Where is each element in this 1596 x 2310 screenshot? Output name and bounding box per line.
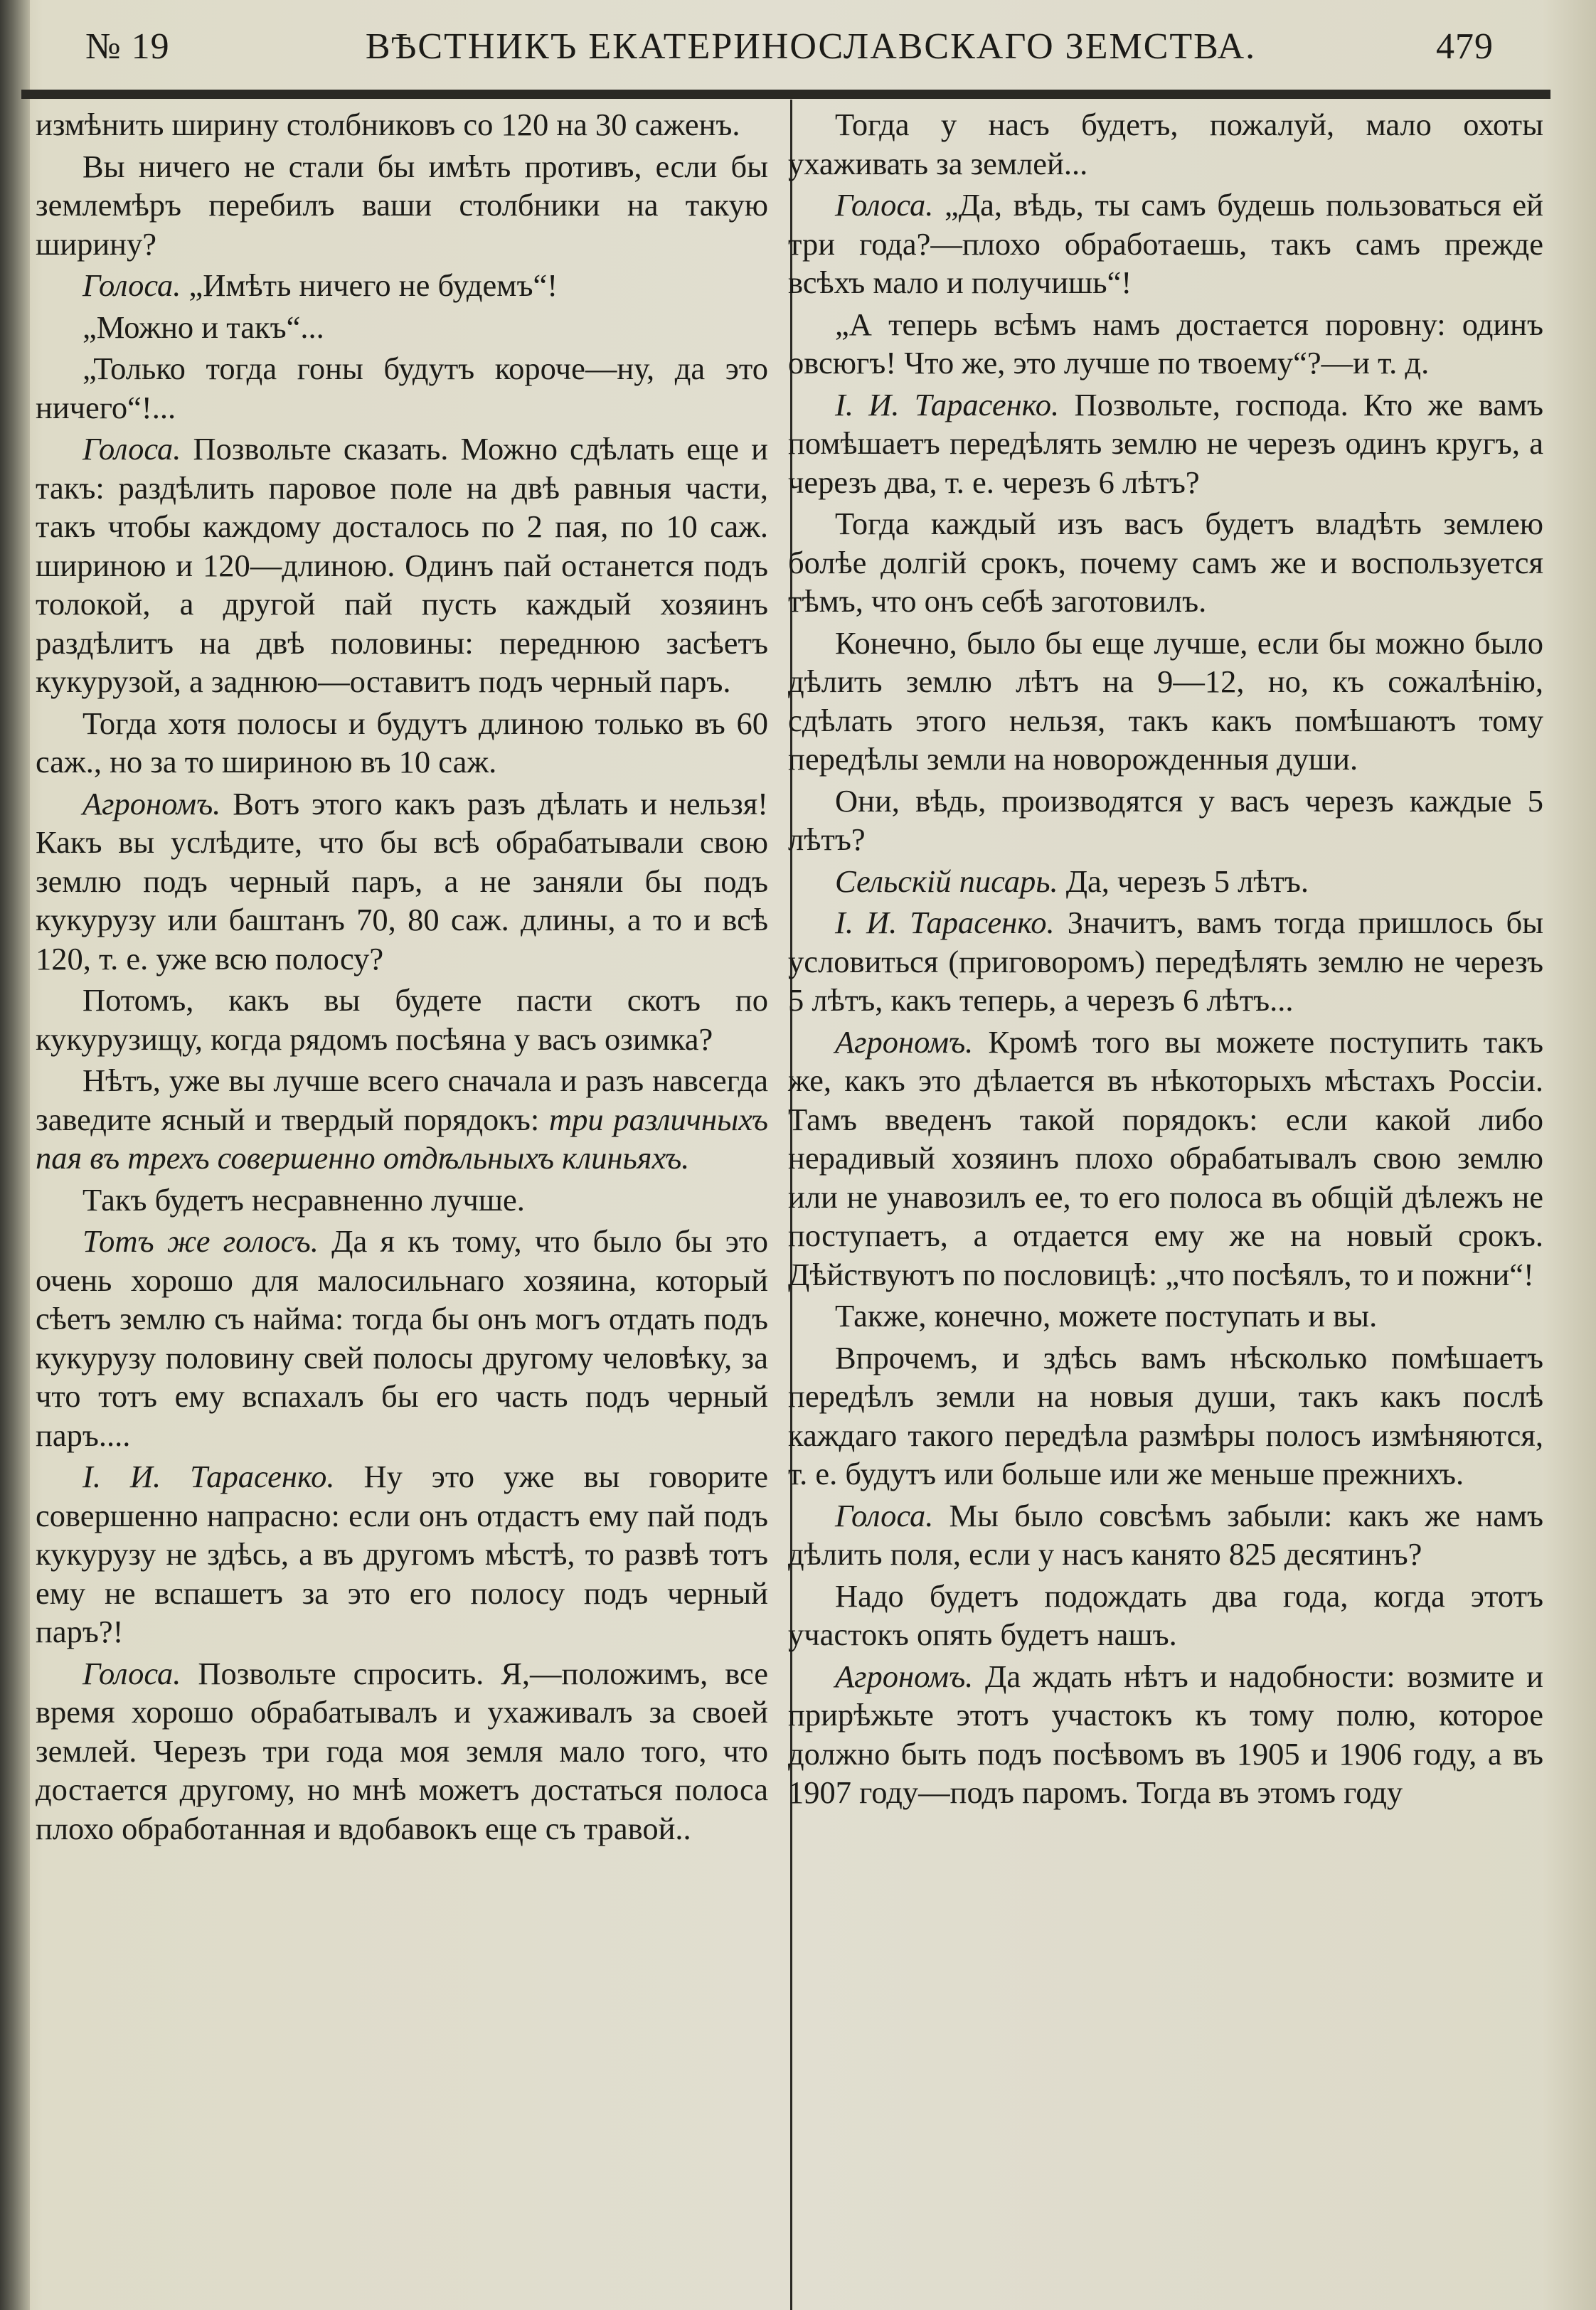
paragraph [788,305,1543,383]
right-column [788,105,1543,1815]
paragraph [36,1457,768,1651]
speaker-name: Сельскій писарь. [835,863,1058,899]
paragraph [36,704,768,782]
page-right-edge [1543,0,1596,2310]
paragraph-text: „Можно и такъ“... [83,309,324,345]
paragraph-text: Также, конечно, можете поступать и вы. [835,1298,1378,1334]
paragraph [788,1338,1543,1494]
paragraph [788,504,1543,621]
book-binding-edge [0,0,30,2310]
paragraph [36,430,768,701]
paragraph [788,1297,1543,1336]
journal-title: ВѢСТНИКЪ ЕКАТЕРИНОСЛАВСКАГО ЗЕМСТВА. [365,26,1257,67]
header-rule [21,90,1550,99]
speaker-name: Агрономъ. [835,1658,974,1694]
paragraph-text: Тогда каждый изъ васъ будетъ владѣть землею болѣе долгій срокъ, почему самъ же и воспользуется тѣмъ, что онъ себѣ заготовилъ. [788,506,1543,619]
paragraph-text: „Да, вѣдь, ты самъ будешь пользоваться ей три года?—плохо обработаешь, такъ самъ прежде всѣхъ мало и получишь“! [788,187,1543,300]
speaker-name: І. И. Тарасенко. [835,905,1055,940]
paragraph [36,147,768,264]
paragraph-text: Да, черезъ 5 лѣтъ. [1058,863,1309,899]
paragraph-text: Да ждать нѣтъ и надобности: возмите и прирѣжьте этотъ участокъ къ тому полю, которое должно быть подъ посѣвомъ въ 1905 и 1906 году, а въ 1907 году—подъ паромъ. Тогда въ этомъ году [788,1658,1543,1810]
paragraph-text: „Имѣть ничего не будемъ“! [181,267,558,303]
speaker-name: Тотъ же голосъ. [83,1223,319,1259]
paragraph [36,1654,768,1848]
paragraph [36,105,768,144]
paragraph-text: Вотъ этого какъ разъ дѣлать и нельзя! Какъ вы услѣдите, что бы всѣ обрабатывали свою землю подъ черный паръ, а не заняли бы подъ кукурузу или баштанъ 70, 80 саж. длины, а то и всѣ 120, т. е. уже всю полосу? [36,785,768,976]
paragraph-text: Нѣтъ, уже вы лучше всего сначала и разъ навсегда заведите ясный и твердый порядокъ: [36,1063,768,1137]
emphasis-text: три различныхъ пая въ трехъ совершенно отдѣльныхъ клиньяхъ. [36,1101,768,1176]
paragraph [788,862,1543,901]
paragraph-text: Кромѣ того вы можете поступить такъ же, какъ это дѣлается въ нѣкоторыхъ мѣстахъ Россіи. Тамъ введенъ такой порядокъ: если какой либо нерадивый хозяинъ плохо обрабатывалъ свою землю или не унавозилъ ее, то его полоса въ общій дѣлежъ не поступаетъ, а отдается ему же на новый срокъ. Дѣйствуютъ по пословицѣ: „что посѣялъ, то и пожни“! [788,1023,1543,1292]
issue-number: № 19 [85,26,170,67]
paragraph [36,784,768,979]
paragraph-text: „Только тогда гоны будутъ короче—ну, да это ничего“!... [36,351,768,425]
paragraph [36,308,768,347]
speaker-name: Голоса. [83,431,181,467]
speaker-name: Голоса. [835,1497,934,1533]
left-column [36,105,768,1851]
paragraph-text: Конечно, было бы еще лучше, если бы можно было дѣлить землю лѣтъ на 9—12, но, къ сожалѣнію, сдѣлать этого нельзя, такъ какъ помѣшаютъ тому передѣлы земли на новорожденныя души. [788,624,1543,777]
speaker-name: Голоса. [835,187,934,223]
speaker-name: Агрономъ. [835,1023,974,1060]
paragraph [788,624,1543,779]
paragraph [36,1222,768,1454]
paragraph-text: Ну это уже вы говорите совершенно напрасно: если онъ отдастъ ему пай подъ кукурузу не здѣсь, а въ другомъ мѣстѣ, то развѣ тотъ ему не вспашетъ за это его полосу подъ черный паръ?! [36,1459,768,1649]
paragraph-text: Тогда хотя полосы и будутъ длиною только въ 60 саж., но за то шириною въ 10 саж. [36,705,768,779]
speaker-name: І. И. Тарасенко. [83,1459,335,1494]
paragraph-text: Позвольте, господа. Кто же вамъ помѣшаетъ передѣлять землю не черезъ одинъ кругъ, а черезъ два, т. е. черезъ 6 лѣтъ? [788,386,1543,500]
paragraph-text: Впрочемъ, и здѣсь вамъ нѣсколько помѣшаетъ передѣлъ земли на новыя души, такъ какъ послѣ каждаго такого передѣла размѣры полосъ измѣняются, т. е. будутъ или больше или же меньше прежнихъ. [788,1339,1543,1491]
speaker-name: Голоса. [83,1655,181,1691]
paragraph [788,1657,1543,1812]
paragraph-text: Да я къ тому, что было бы это очень хорошо для малосильнаго хозяина, который сѣетъ землю съ найма: тогда бы онъ могъ отдать подъ кукурузу половину свей полосы другому человѣку, за что тотъ ему вспахалъ бы его часть подъ черный паръ.... [36,1223,768,1453]
page-number: 479 [1436,26,1494,67]
paragraph [36,266,768,305]
paragraph-text: Тогда у насъ будетъ, пожалуй, мало охоты ухаживать за землей... [788,107,1543,181]
paragraph [36,349,768,427]
paragraph-text: Значитъ, вамъ тогда пришлось бы условиться (приговоромъ) передѣлять землю не черезъ 5 лѣтъ, какъ теперь, а черезъ 6 лѣтъ... [788,905,1543,1018]
paragraph-text: Надо будетъ подождать два года, когда этотъ участокъ опять будетъ нашъ. [788,1577,1543,1652]
paragraph [788,903,1543,1020]
paragraph-text: Мы было совсѣмъ забыли: какъ же намъ дѣлить поля, если у насъ канято 825 десятинъ? [788,1497,1543,1572]
paragraph-text: Они, вѣдь, производятся у васъ черезъ каждые 5 лѣтъ? [788,782,1543,857]
paragraph [788,385,1543,502]
paragraph [788,1023,1543,1294]
page-header [50,14,1536,78]
paragraph [788,186,1543,302]
paragraph [788,1496,1543,1574]
paragraph-text: Потомъ, какъ вы будете пасти скотъ по кукурузищу, когда рядомъ посѣяна у васъ озимка? [36,982,768,1057]
paragraph-text: Позвольте сказать. Можно сдѣлать еще и такъ: раздѣлить паровое поле на двѣ равныя части, такъ чтобы каждому досталось по 2 пая, по 10 саж. шириною и 120—длиною. Одинъ пай останется подъ толокой, а другой пай пусть каждый хозяинъ раздѣлитъ на двѣ половины: переднюю засѣетъ кукурузой, а заднюю—оставитъ подъ черный паръ. [36,431,768,699]
paragraph [788,1577,1543,1654]
paragraph [788,782,1543,859]
paragraph [788,105,1543,183]
paragraph-text: Позвольте спросить. Я,—положимъ, все время хорошо обрабатывалъ и ухаживалъ за своей землей. Черезъ три года моя земля мало того, что достается другому, но мнѣ можетъ достаться полоса плохо обработанная и вдобавокъ еще съ травой.. [36,1655,768,1846]
paragraph [36,981,768,1058]
paragraph [36,1061,768,1178]
paragraph-text: Вы ничего не стали бы имѣть противъ, если бы землемѣръ перебилъ ваши столбники на такую ширину? [36,148,768,262]
paragraph-text: измѣнить ширину столбниковъ со 120 на 30 саженъ. [36,107,740,142]
speaker-name: Голоса. [83,267,181,303]
paragraph-text: Такъ будетъ несравненно лучше. [83,1181,525,1218]
speaker-name: Агрономъ. [83,785,221,821]
paragraph-text: „А теперь всѣмъ намъ достается поровну: одинъ овсюгъ! Что же, это лучше по твоему“?—и т. д. [788,306,1543,380]
paragraph [36,1181,768,1220]
speaker-name: І. И. Тарасенко. [835,386,1060,422]
